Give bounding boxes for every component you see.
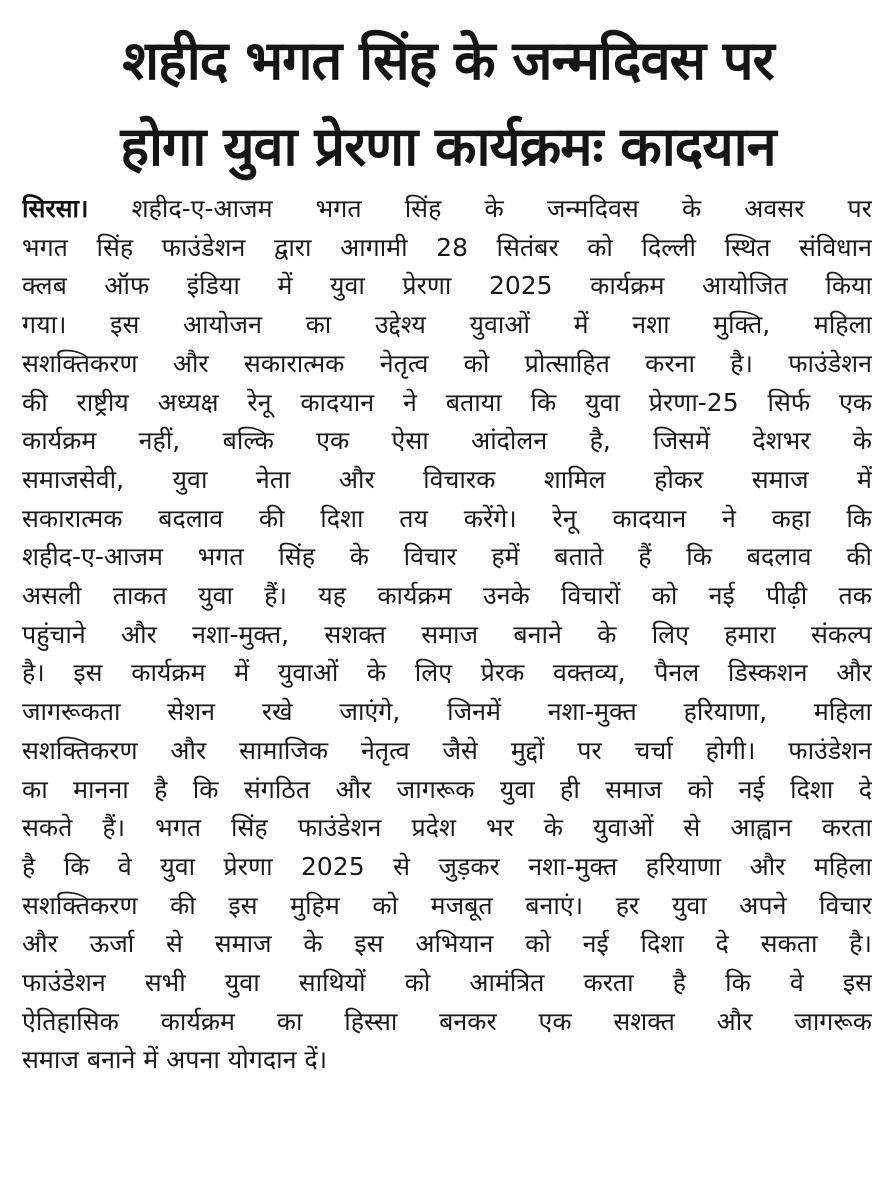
article-line: क्लब ऑफ इंडिया में युवा प्रेरणा 2025 कार्यक्रम आयोजित किया	[22, 271, 872, 301]
article-line: की राष्ट्रीय अध्यक्ष रेनू कादयान ने बताया कि युवा प्रेरणा-25 सिर्फ एक	[22, 387, 872, 417]
headline	[18, 18, 878, 190]
article-line: है कि वे युवा प्रेरणा 2025 से जुड़कर नशा-मुक्त हरियाणा और महिला	[22, 851, 872, 881]
article-line: सशक्तिकरण और सामाजिक नेतृत्व जैसे मुद्दों पर चर्चा होगी। फाउंडेशन	[22, 735, 872, 765]
article-line: असली ताकत युवा हैं। यह कार्यक्रम उनके विचारों को नई पीढ़ी तक	[22, 581, 872, 611]
article-line: सकते हैं। भगत सिंह फाउंडेशन प्रदेश भर के युवाओं से आह्वान करता	[22, 813, 872, 843]
headline-line-2: होगा युवा प्रेरणा कार्यक्रमः कादयान	[120, 115, 776, 178]
article-line: फाउंडेशन सभी युवा साथियों को आमंत्रित करता है कि वे इस	[22, 968, 872, 998]
article-line: जागरूकता सेशन रखे जाएंगे, जिनमें नशा-मुक्त हरियाणा, महिला	[22, 697, 872, 727]
article-line: समाजसेवी, युवा नेता और विचारक शामिल होकर समाज में	[22, 464, 872, 494]
article-line: शहीद-ए-आजम भगत सिंह के विचार हमें बताते हैं कि बदलाव की	[22, 542, 872, 572]
article-line	[22, 190, 872, 229]
article-line-text: शहीद-ए-आजम भगत सिंह के जन्मदिवस के अवसर पर	[88, 194, 872, 223]
article-line: सकारात्मक बदलाव की दिशा तय करेंगे। रेनू कादयान ने कहा कि	[22, 503, 872, 533]
article-line: पहुंचाने और नशा-मुक्त, सशक्त समाज बनाने के लिए हमारा संकल्प	[22, 619, 872, 649]
article-body	[22, 190, 872, 1080]
article-line: गया। इस आयोजन का उद्देश्य युवाओं में नशा मुक्ति, महिला	[22, 310, 872, 340]
article-line: कार्यक्रम नहीं, बल्कि एक ऐसा आंदोलन है, जिसमें देशभर के	[22, 426, 872, 456]
article-line: है। इस कार्यक्रम में युवाओं के लिए प्रेरक वक्तव्य, पैनल डिस्कशन और	[22, 658, 872, 688]
article-line: भगत सिंह फाउंडेशन द्वारा आगामी 28 सितंबर को दिल्ली स्थित संविधान	[22, 232, 872, 262]
dateline: सिरसा।	[22, 194, 89, 223]
article-line: ऐतिहासिक कार्यक्रम का हिस्सा बनकर एक सशक्त और जागरूक	[22, 1006, 872, 1036]
headline-line-1: शहीद भगत सिंह के जन्मदिवस पर	[122, 29, 774, 92]
article-line: सशक्तिकरण और सकारात्मक नेतृत्व को प्रोत्साहित करना है। फाउंडेशन	[22, 348, 872, 378]
article-line: का मानना है कि संगठित और जागरूक युवा ही समाज को नई दिशा दे	[22, 774, 872, 804]
article-line: और ऊर्जा से समाज के इस अभियान को नई दिशा दे सकता है।	[22, 929, 872, 959]
article-line: सशक्तिकरण की इस मुहिम को मजबूत बनाएं। हर युवा अपने विचार	[22, 890, 872, 920]
article-line: समाज बनाने में अपना योगदान दें।	[22, 1045, 328, 1075]
